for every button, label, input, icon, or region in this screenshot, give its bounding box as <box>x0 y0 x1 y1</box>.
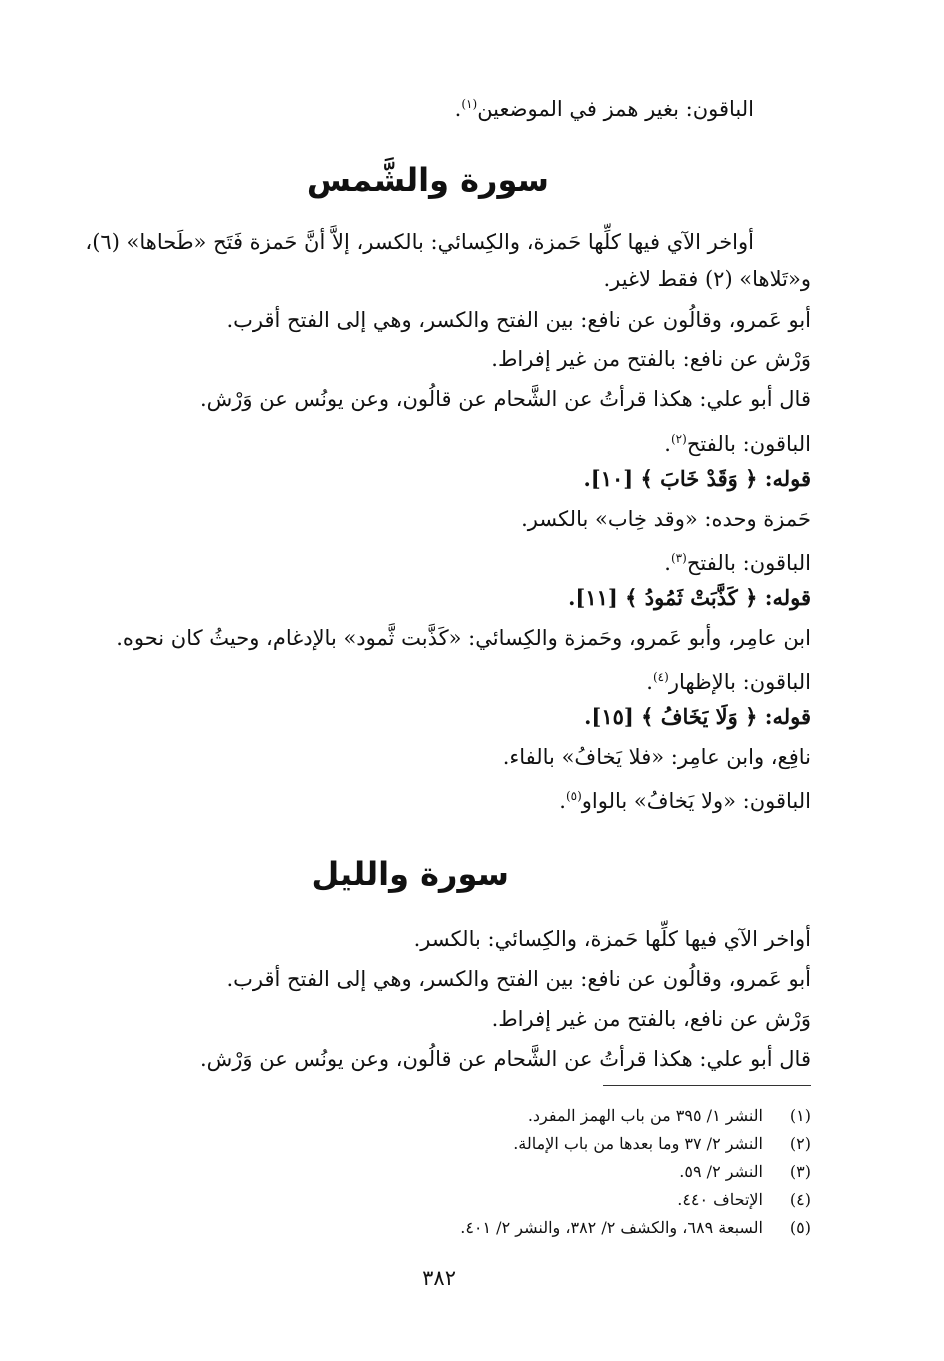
verse-ref-3: قوله: ﴿ وَلَا يَخَافُ ﴾ [١٥]. <box>584 704 811 729</box>
verse-ref-1: قوله: ﴿ وَقَدْ خَابَ ﴾ [١٠]. <box>583 466 811 491</box>
text-line: أبو عَمرو، وقالُون عن نافع: بين الفتح والكسر، وهي إلى الفتح أقرب. <box>226 967 811 991</box>
footnote-text: السبعة ٦٨٩، والكشف ٢/ ٣٨٢، والنشر ٢/ ٤٠١. <box>460 1218 763 1237</box>
footnote-ref: (٥) <box>565 789 582 803</box>
intro-line-1: أواخر الآي فيها كلِّها حَمزة، والكِسائي: بالكسر، إلاَّ أنَّ حَمزة فَتَح «طَحاها» (٦)، <box>85 230 754 254</box>
baqun-fath-2: الباقون: بالفتح$^{(٣)}$. <box>664 551 811 575</box>
footnote-number: (٥) <box>789 1218 811 1237</box>
footnote-number: (١) <box>789 1106 811 1125</box>
footnote-ref: (٣) <box>670 551 687 565</box>
footnote-divider <box>603 1085 811 1086</box>
intro-line-2: و«تَلاها» (٢) فقط لاغير. <box>603 267 811 291</box>
footnote <box>460 1215 811 1241</box>
baqun-izhar: الباقون: بالإظهار$^{(٤)}$. <box>646 670 811 694</box>
footnote-text: الإتحاف ٤٤٠. <box>677 1190 763 1209</box>
footnote <box>677 1187 811 1213</box>
page-number: ٣٨٢ <box>422 1266 456 1290</box>
footnote-ref: (٢) <box>670 432 687 446</box>
ibn-amir-line: ابن عامِر، وأبو عَمرو، وحَمزة والكِسائي: «كَذَّبت ثَّمود» بالإدغام، وحيثُ كان نحوه. <box>116 626 811 650</box>
hamza-line: حَمزة وحده: «وقد خِاب» بالكسر. <box>521 507 811 531</box>
footnote-ref: (١) <box>461 97 478 111</box>
baqun-waw: الباقون: «ولا يَخافُ» بالواو$^{(٥)}$. <box>559 789 811 813</box>
text-line: وَرْش عن نافع، بالفتح من غير إفراط. <box>491 1007 811 1031</box>
text-line: قال أبو علي: هكذا قرأتُ عن الشَّحام عن قالُون، وعن يونُس عن وَرْش. <box>199 387 811 411</box>
nafi-line: نافِع، وابن عامِر: «فلا يَخافُ» بالفاء. <box>502 745 811 769</box>
text-line: وَرْش عن نافع: بالفتح من غير إفراط. <box>491 347 811 371</box>
baqun-fath-1: الباقون: بالفتح$^{(٢)}$. <box>664 432 811 456</box>
footnote <box>679 1159 811 1185</box>
footnote-text: النشر ٢/ ٥٩. <box>679 1162 763 1181</box>
text-line: قال أبو علي: هكذا قرأتُ عن الشَّحام عن قالُون، وعن يونُس عن وَرْش. <box>199 1047 811 1071</box>
text-line: أواخر الآي فيها كلِّها حَمزة، والكِسائي: بالكسر. <box>413 927 811 951</box>
verse-ref-2: قوله: ﴿ كَذَّبَتْ ثَمُودُ ﴾ [١١]. <box>568 585 811 610</box>
footnote-text: النشر ٢/ ٣٧ وما بعدها من باب الإمالة. <box>513 1134 763 1153</box>
footnote-number: (٤) <box>789 1190 811 1209</box>
footnote <box>528 1103 811 1129</box>
footnote <box>513 1131 811 1157</box>
top-line: الباقون: بغير همز في الموضعين$^{(١)}$. <box>454 97 754 121</box>
footnote-ref: (٤) <box>652 670 669 684</box>
footnote-number: (٣) <box>789 1162 811 1181</box>
footnote-text: النشر ١/ ٣٩٥ من باب الهمز المفرد. <box>527 1106 763 1125</box>
text-line: أبو عَمرو، وقالُون عن نافع: بين الفتح والكسر، وهي إلى الفتح أقرب. <box>226 308 811 332</box>
footnote-number: (٢) <box>789 1134 811 1153</box>
section-title-layl: سورة والليل <box>311 855 509 893</box>
section-title-shams: سورة والشَّمس <box>306 161 549 199</box>
